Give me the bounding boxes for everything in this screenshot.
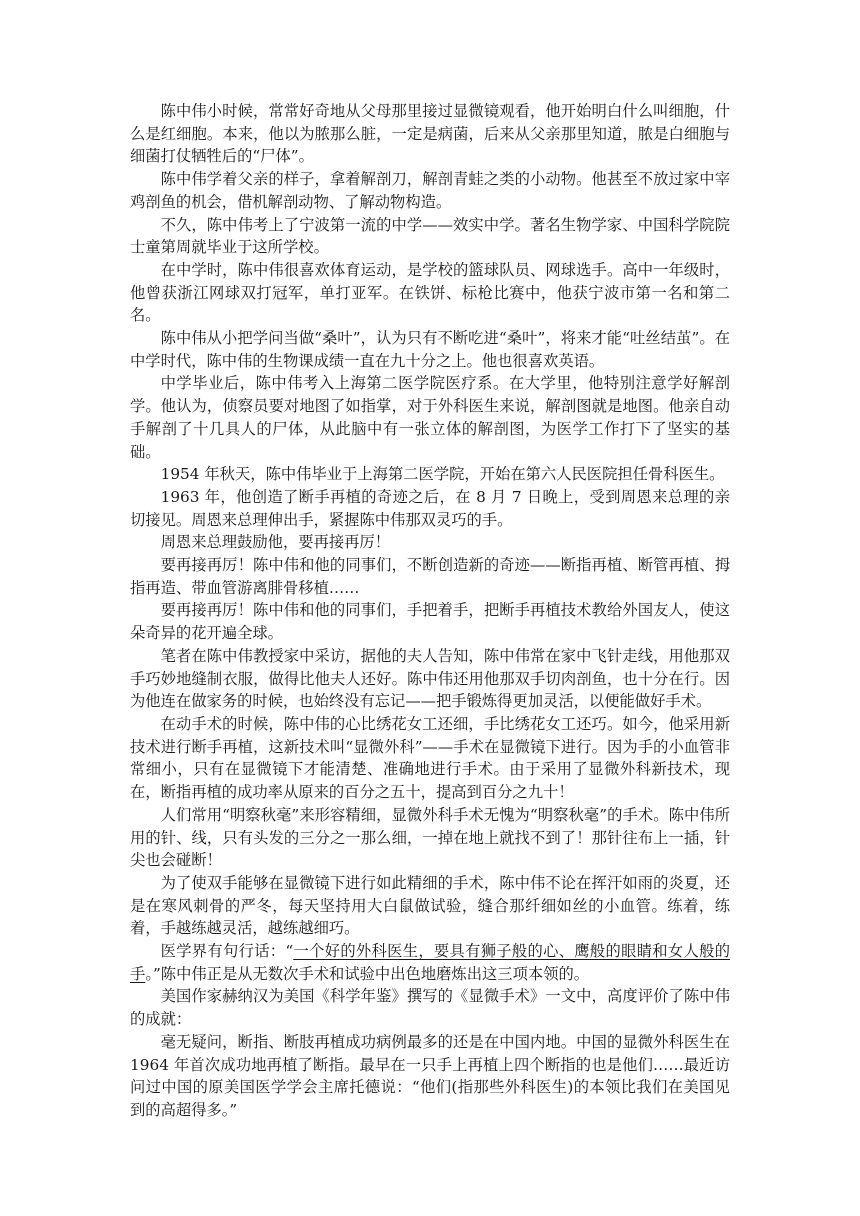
saying-paragraph (130, 940, 730, 985)
paragraph-5: 陈中伟从小把学问当做“桑叶”，认为只有不断吃进“桑叶”，将来才能“吐丝结茧”。在中学时代，陈中伟的生物课成绩一直在九十分之上。他也很喜欢英语。 (130, 329, 730, 370)
paragraph-13: 在动手术的时候，陈中伟的心比绣花女工还细，手比绣花女工还巧。如今，他采用新技术进行断手再植，这新技术叫“显微外科”——手术在显微镜下进行。因为手的小血管非常细小，只有在显微镜下才能清楚、准确地进行手术。由于采用了显微外科新技术，现在，断指再植的成功率从原来的百分之五十，提高到百分之九十！ (130, 714, 730, 802)
saying-tail: 。”陈中伟正是从无数次手术和试验中出色地磨炼出这三项本领的。 (145, 964, 590, 983)
paragraph-4: 在中学时，陈中伟很喜欢体育运动，是学校的篮球队员、网球选手。高中一年级时，他曾获浙江网球双打冠军，单打亚军。在铁饼、标枪比赛中，他获宁波市第一名和第二名。 (130, 260, 730, 325)
paragraph-12: 笔者在陈中伟教授家中采访，据他的夫人告知，陈中伟常在家中飞针走线，用他那双手巧妙地缝制衣服，做得比他夫人还好。陈中伟还用他那双手切肉剖鱼，也十分在行。因为他连在做家务的时候，也始终没有忘记——把手锻炼得更加灵活，以便能做好手术。 (130, 646, 730, 711)
paragraph-7: 1954 年秋天，陈中伟毕业于上海第二医学院，开始在第六人民医院担任骨科医生。 (160, 465, 725, 484)
paragraph-1: 陈中伟小时候，常常好奇地从父母那里接过显微镜观看，他开始明白什么叫细胞，什么是红细胞。本来，他以为脓那么脏，一定是病菌，后来从父亲那里知道，脓是白细胞与细菌打仗牺牲后的“尸体”。 (130, 102, 730, 166)
paragraph-17: 美国作家赫纳汉为美国《科学年鉴》撰写的《显微手术》一文中，高度评价了陈中伟的成就： (130, 987, 730, 1029)
paragraph-10: 要再接再厉！陈中伟和他的同事们，不断创造新的奇迹——断指再植、断管再植、拇指再造、带血管游离腓骨移植…… (130, 556, 730, 597)
paragraph-9: 周恩来总理鼓励他，要再接再厉！ (160, 533, 391, 552)
paragraph-11: 要再接再厉！陈中伟和他的同事们，手把着手，把断手再植技术教给外国友人，使这朵奇异的花开遍全球。 (130, 601, 730, 643)
underlined-quote: 一个好的外科医生，要具有狮子般的心、鹰般的眼睛和女人般的手 (130, 942, 730, 983)
paragraph-2: 陈中伟学着父亲的样子，拿着解剖刀，解剖青蛙之类的小动物。他甚至不放过家中宰鸡剖鱼的机会，借机解剖动物、了解动物构造。 (130, 170, 730, 211)
paragraph-3: 不久，陈中伟考上了宁波第一流的中学——效实中学。著名生物学家、中国科学院院士童第周就毕业于这所学校。 (130, 215, 730, 257)
article-body (130, 100, 730, 1122)
paragraph-15: 为了使双手能够在显微镜下进行如此精细的手术，陈中伟不论在挥汗如雨的炎夏，还是在寒风刺骨的严冬，每天坚持用大白鼠做试验，缝合那纤细如丝的小血管。练着，练着，手越练越灵活，越练越细巧。 (130, 873, 730, 938)
paragraph-14: 人们常用“明察秋毫”来形容精细，显微外科手术无愧为“明察秋毫”的手术。陈中伟所用的针、线，只有头发的三分之一那么细，一掉在地上就找不到了！那针往布上一插，针尖也会碰断！ (130, 805, 730, 870)
paragraph-6: 中学毕业后，陈中伟考入上海第二医学院医疗系。在大学里，他特别注意学好解剖学。他认为，侦察员要对地图了如指掌，对于外科医生来说，解剖图就是地图。他亲自动手解剖了十几具人的尸体，从此脑中有一张立体的解剖图，为医学工作打下了坚实的基础。 (130, 374, 730, 461)
saying-lead: 医学界有句行话：“ (160, 942, 294, 961)
quoted-passage: 毫无疑问，断指、断肢再植成功病例最多的还是在中国内地。中国的显微外科医生在1964 年首次成功地再植了断指。最早在一只手上再植上四个断指的也是他们……最近访问过中国的原美国医学学会主席托德说：“他们(指那些外科医生)的本领比我们在美国见到的高超得多。” (130, 1032, 730, 1119)
paragraph-8: 1963 年，他创造了断手再植的奇迹之后，在 8 月 7 日晚上，受到周恩来总理的亲切接见。周恩来总理伸出手，紧握陈中伟那双灵巧的手。 (130, 487, 730, 529)
